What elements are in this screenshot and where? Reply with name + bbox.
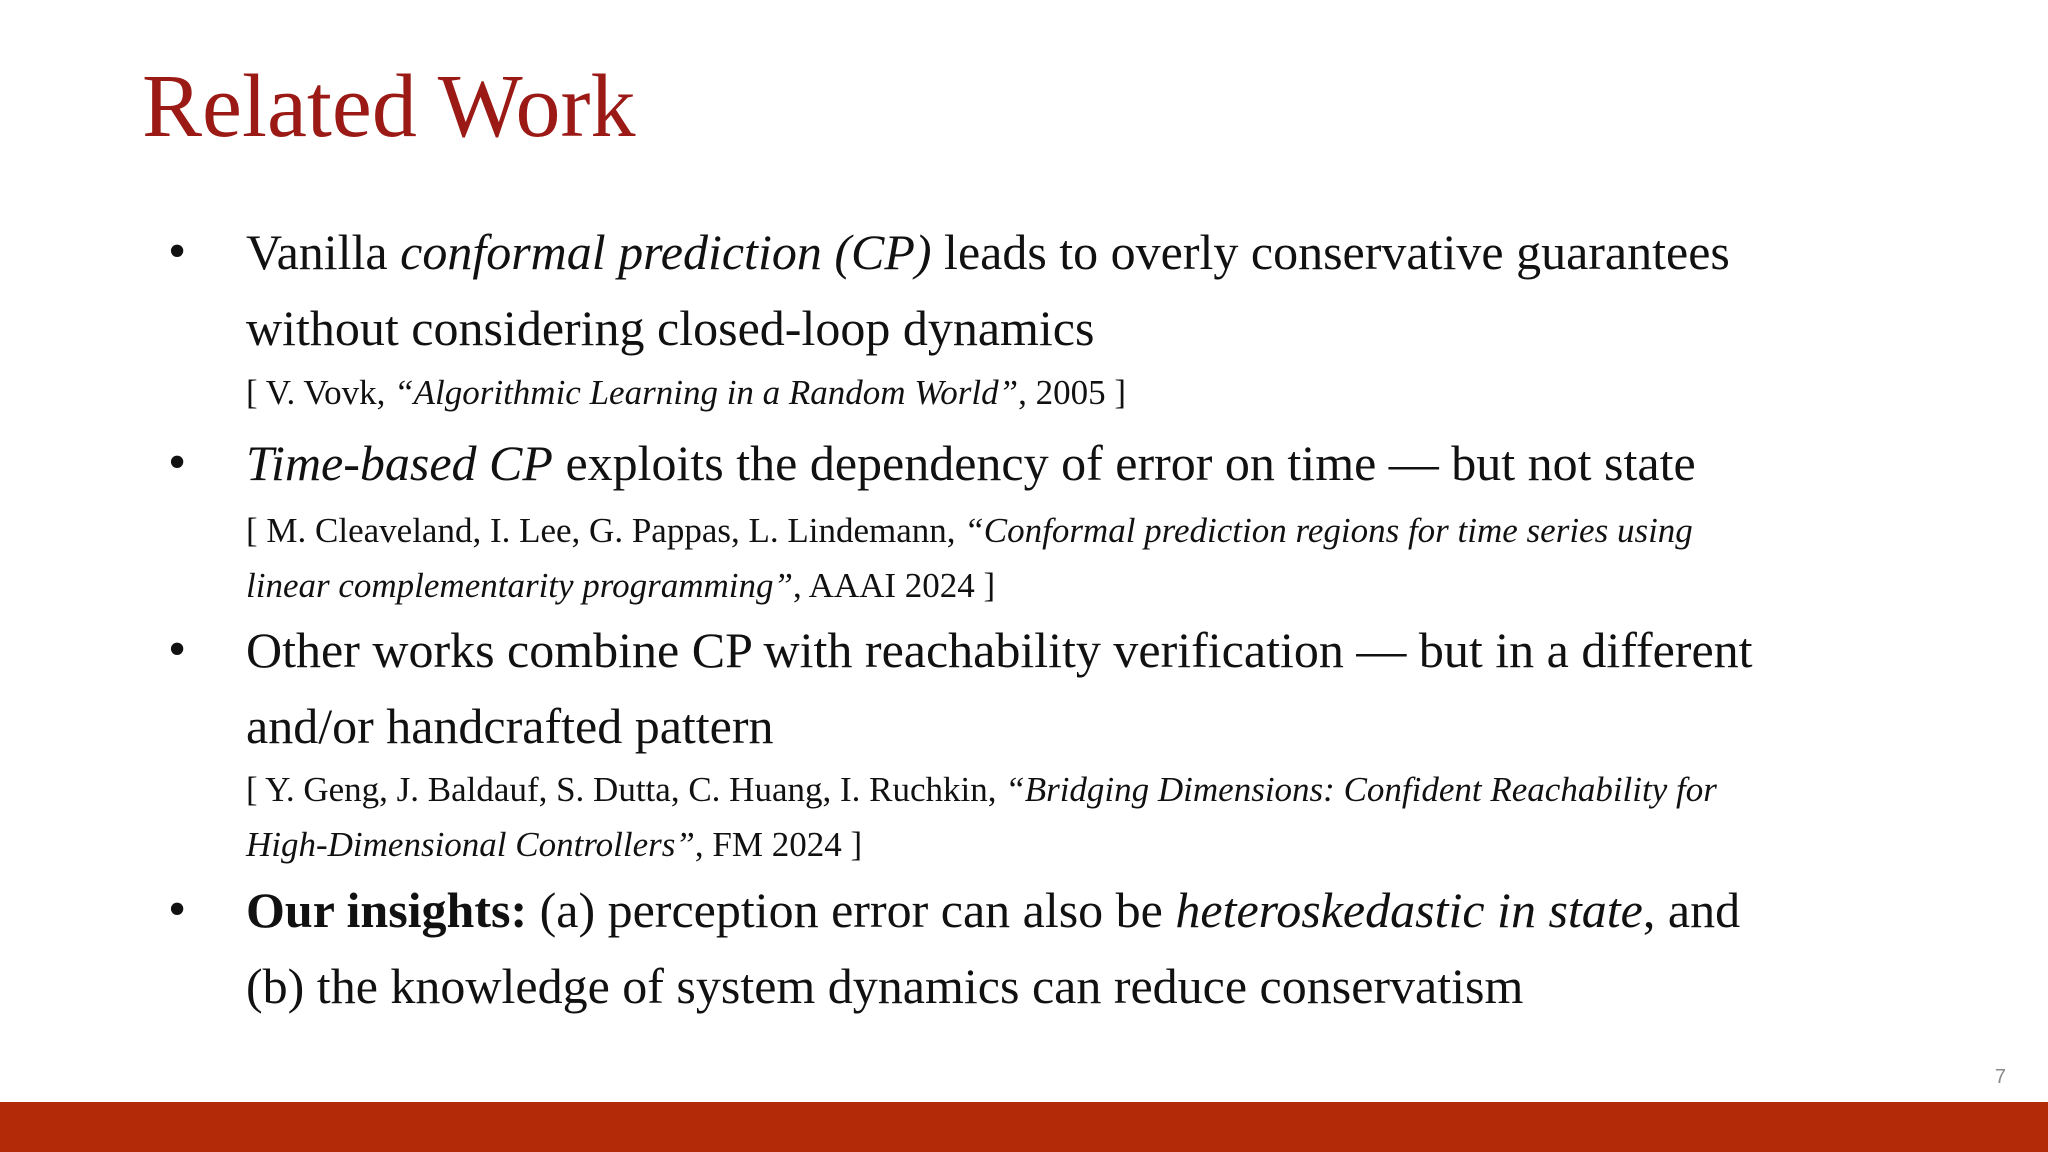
bullet-line: and/or handcrafted pattern [246, 698, 774, 754]
page-number: 7 [1994, 1066, 2006, 1088]
bullet-line: Vanilla conformal prediction (CP) leads to overly conservative guarantees [246, 224, 1730, 280]
bullet-text [246, 214, 1946, 366]
bullet-text [246, 425, 1946, 501]
citation: [ M. Cleaveland, I. Lee, G. Pappas, L. Lindemann, “Conformal prediction regions for time series using linear complementarity programming”, AAAI 2024 ] [246, 511, 1693, 605]
footer-bar [0, 1102, 2048, 1152]
bullet-text [246, 612, 1946, 764]
bullet-line: (b) the knowledge of system dynamics can reduce conservatism [246, 958, 1524, 1014]
citation: [ V. Vovk, “Algorithmic Learning in a Random World”, 2005 ] [246, 373, 1126, 412]
bullet-line: Time-based CP exploits the dependency of error on time — but not state [246, 435, 1696, 491]
bullet-symbol: • [168, 881, 187, 938]
bullet-line: without considering closed-loop dynamics [246, 300, 1095, 356]
bullet-symbol: • [168, 434, 187, 491]
bullet-line: Our insights: (a) perception error can also be heteroskedastic in state, and [246, 882, 1741, 938]
citation: [ Y. Geng, J. Baldauf, S. Dutta, C. Huang, I. Ruchkin, “Bridging Dimensions: Confident Reachability for High-Dimensional Controllers”, FM 2024 ] [246, 770, 1717, 864]
slide-title: Related Work [142, 57, 636, 156]
bullet-symbol: • [168, 223, 187, 280]
bullet-text [246, 872, 1946, 1024]
bullet-symbol: • [168, 621, 187, 678]
bullet-line: Other works combine CP with reachability verification — but in a different [246, 622, 1753, 678]
